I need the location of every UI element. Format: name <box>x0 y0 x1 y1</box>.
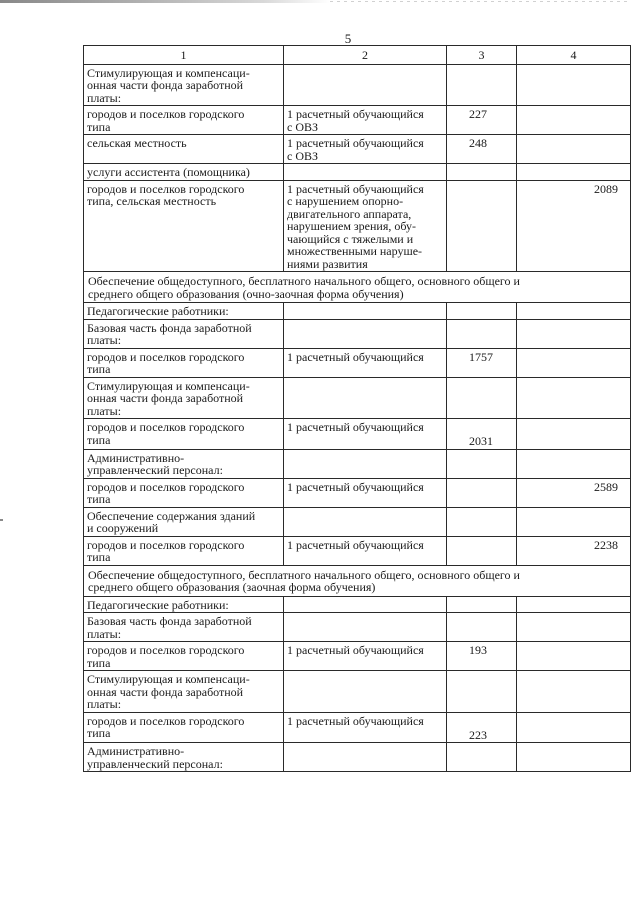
unit-cell <box>284 64 447 106</box>
table-row <box>84 743 631 772</box>
table-row <box>84 303 631 320</box>
table-row <box>84 106 631 135</box>
norm-cell <box>447 303 517 320</box>
norm-cell <box>447 377 517 419</box>
indicator-cell: сельская местность <box>84 135 284 164</box>
table-row <box>84 536 631 565</box>
norm-cell <box>447 64 517 106</box>
norm-total-cell <box>517 164 631 181</box>
unit-cell <box>284 449 447 478</box>
norm-total-cell <box>517 419 631 450</box>
norm-cell: 1757 <box>447 348 517 377</box>
column-number-1: 1 <box>84 46 284 65</box>
indicator-cell: Административно- управленческий персонал: <box>84 743 284 772</box>
norm-cell <box>447 180 517 272</box>
norm-total-cell <box>517 613 631 642</box>
unit-cell: 1 расчетный обучающийся <box>284 348 447 377</box>
norms-table <box>83 45 631 772</box>
norm-cell: 193 <box>447 642 517 671</box>
indicator-cell: городов и поселков городского типа <box>84 536 284 565</box>
table-row <box>84 64 631 106</box>
unit-cell <box>284 743 447 772</box>
norm-cell <box>447 743 517 772</box>
section-heading-row <box>84 565 631 596</box>
unit-cell <box>284 164 447 181</box>
norm-cell <box>447 613 517 642</box>
norm-total-cell: 2238 <box>517 536 631 565</box>
norm-cell <box>447 164 517 181</box>
norm-cell <box>447 671 517 713</box>
unit-cell <box>284 303 447 320</box>
norm-total-cell: 2589 <box>517 478 631 507</box>
table-row <box>84 478 631 507</box>
unit-cell: 1 расчетный обучающийся <box>284 712 447 743</box>
indicator-cell: Обеспечение содержания зданий и сооружений <box>84 507 284 536</box>
indicator-cell: Педагогические работники: <box>84 596 284 613</box>
norm-cell <box>447 536 517 565</box>
norm-cell <box>447 596 517 613</box>
norm-total-cell <box>517 377 631 419</box>
unit-cell: 1 расчетный обучающийся с ОВЗ <box>284 106 447 135</box>
indicator-cell: городов и поселков городского типа <box>84 478 284 507</box>
indicator-cell: Базовая часть фонда заработной платы: <box>84 319 284 348</box>
indicator-cell: городов и поселков городского типа, сельская местность <box>84 180 284 272</box>
unit-cell <box>284 507 447 536</box>
norm-total-cell <box>517 303 631 320</box>
table-row <box>84 180 631 272</box>
norm-total-cell <box>517 596 631 613</box>
norm-cell: 227 <box>447 106 517 135</box>
indicator-cell: услуги ассистента (помощника) <box>84 164 284 181</box>
unit-cell: 1 расчетный обучающийся с нарушением опорно- двигательного аппарата, нарушением зрения, обу- чающийся с тяжелыми и множественными наруше- ниями развития <box>284 180 447 272</box>
indicator-cell: Базовая часть фонда заработной платы: <box>84 613 284 642</box>
table-row <box>84 377 631 419</box>
indicator-cell: Административно- управленческий персонал: <box>84 449 284 478</box>
unit-cell: 1 расчетный обучающийся <box>284 536 447 565</box>
indicator-cell: городов и поселков городского типа <box>84 106 284 135</box>
table-row <box>84 671 631 713</box>
section-heading-row <box>84 272 631 303</box>
indicator-cell: Стимулирующая и компенсаци- онная части фонда заработной платы: <box>84 377 284 419</box>
norm-total-cell <box>517 712 631 743</box>
section-heading: Обеспечение общедоступного, бесплатного начального общего, основного общего и среднего общего образования (заочная форма обучения) <box>84 565 631 596</box>
indicator-cell: городов и поселков городского типа <box>84 712 284 743</box>
table-row <box>84 507 631 536</box>
table-row <box>84 596 631 613</box>
table-row <box>84 348 631 377</box>
norm-total-cell <box>517 507 631 536</box>
norm-cell: 248 <box>447 135 517 164</box>
norm-total-cell <box>517 135 631 164</box>
column-number-2: 2 <box>284 46 447 65</box>
table-row <box>84 319 631 348</box>
norm-total-cell <box>517 106 631 135</box>
indicator-cell: городов и поселков городского типа <box>84 348 284 377</box>
table-row <box>84 135 631 164</box>
table-row <box>84 419 631 450</box>
section-heading: Обеспечение общедоступного, бесплатного начального общего, основного общего и среднего общего образования (очно-заочная форма обучения) <box>84 272 631 303</box>
norm-total-cell <box>517 743 631 772</box>
norm-total-cell <box>517 671 631 713</box>
unit-cell: 1 расчетный обучающийся с ОВЗ <box>284 135 447 164</box>
unit-cell <box>284 596 447 613</box>
norm-total-cell: 2089 <box>517 180 631 272</box>
norm-total-cell <box>517 348 631 377</box>
norm-total-cell <box>517 642 631 671</box>
table-row <box>84 164 631 181</box>
norm-cell <box>447 449 517 478</box>
column-number-4: 4 <box>517 46 631 65</box>
table-row <box>84 449 631 478</box>
indicator-cell: Педагогические работники: <box>84 303 284 320</box>
table-header-row <box>84 46 631 65</box>
page-number: 5 <box>344 31 352 46</box>
norm-cell: 223 <box>447 712 517 743</box>
unit-cell <box>284 377 447 419</box>
indicator-cell: городов и поселков городского типа <box>84 419 284 450</box>
norm-cell: 2031 <box>447 419 517 450</box>
unit-cell: 1 расчетный обучающийся <box>284 642 447 671</box>
column-number-3: 3 <box>447 46 517 65</box>
unit-cell <box>284 671 447 713</box>
unit-cell: 1 расчетный обучающийся <box>284 478 447 507</box>
unit-cell <box>284 613 447 642</box>
norm-cell <box>447 319 517 348</box>
norms-table-body <box>84 46 631 772</box>
indicator-cell: городов и поселков городского типа <box>84 642 284 671</box>
table-row <box>84 613 631 642</box>
indicator-cell: Стимулирующая и компенсаци- онная части фонда заработной платы: <box>84 671 284 713</box>
scan-margin-mark <box>0 519 3 521</box>
table-row <box>84 712 631 743</box>
unit-cell <box>284 319 447 348</box>
norm-total-cell <box>517 64 631 106</box>
unit-cell: 1 расчетный обучающийся <box>284 419 447 450</box>
indicator-cell: Стимулирующая и компенсаци- онная части фонда заработной платы: <box>84 64 284 106</box>
norm-total-cell <box>517 319 631 348</box>
norm-cell <box>447 507 517 536</box>
table-row <box>84 642 631 671</box>
norm-total-cell <box>517 449 631 478</box>
norm-cell <box>447 478 517 507</box>
scan-edge-noise <box>330 1 630 2</box>
scan-edge-shadow <box>0 0 330 3</box>
